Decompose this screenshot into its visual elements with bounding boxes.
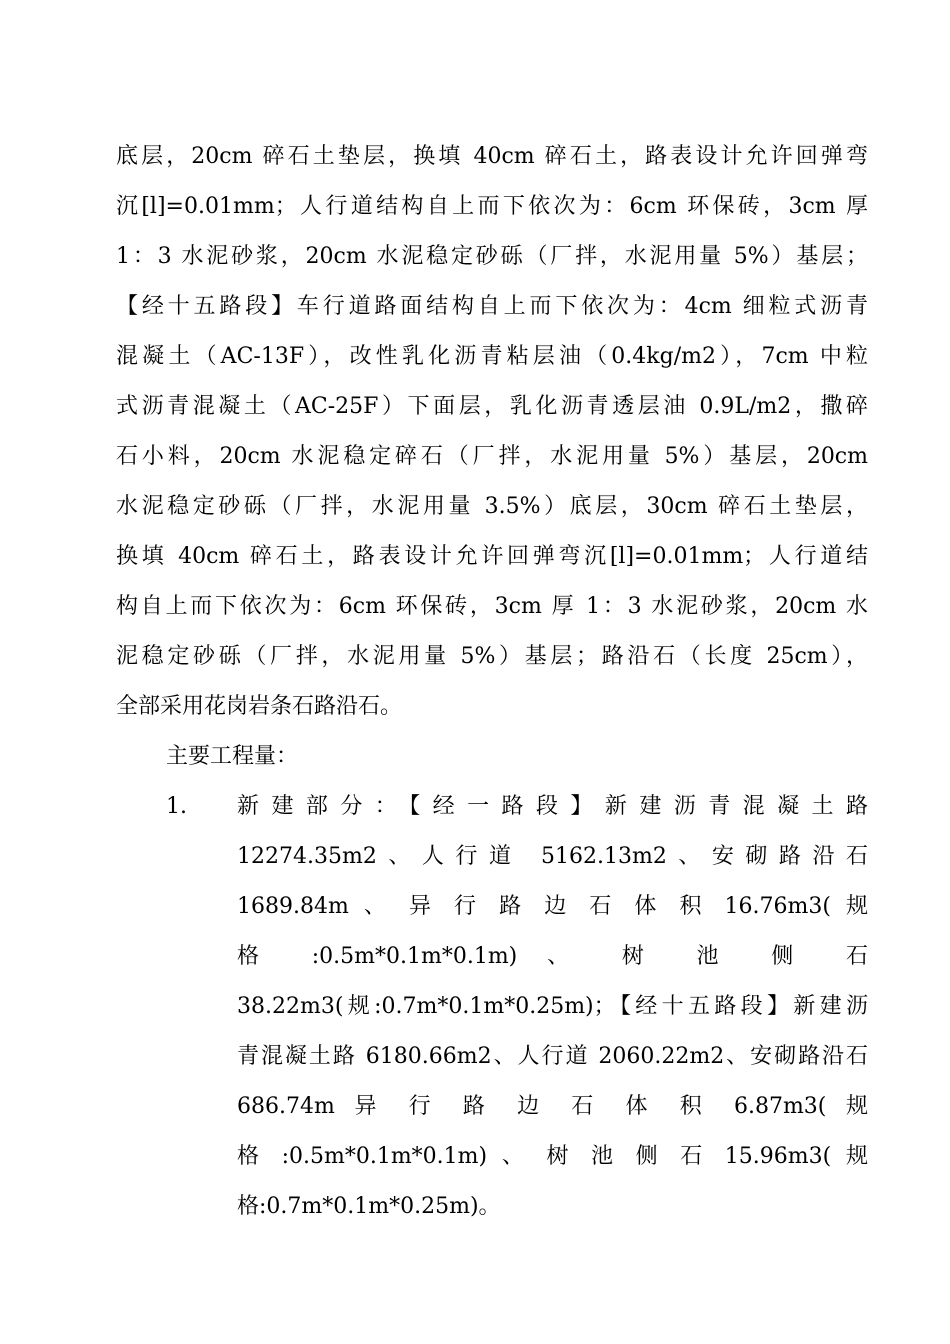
paragraph-line: 泥稳定砂砾（厂拌，水泥用量 5%）基层；路沿石（长度 25cm）， <box>116 644 868 669</box>
paragraph-line: 水泥稳定砂砾（厂拌，水泥用量 3.5%）底层，30cm 碎石土垫层， <box>116 494 868 519</box>
paragraph-line: 底层，20cm 碎石土垫层，换填 40cm 碎石土，路表设计允许回弹弯 <box>116 144 868 169</box>
list-item-line: 格 :0.5m*0.1m*0.1m) 、 树 池 侧 石 <box>237 944 868 969</box>
list-item-line: 1689.84m 、 异 行 路 边 石 体 积 16.76m3( 规 <box>237 894 868 919</box>
paragraph-line: 构自上而下依次为：6cm 环保砖，3cm 厚 1：3 水泥砂浆，20cm 水 <box>116 594 868 619</box>
list-item-line: 686.74m 异 行 路 边 石 体 积 6.87m3( 规 <box>237 1094 868 1119</box>
list-item-line: 格:0.7m*0.1m*0.25m)。 <box>237 1194 501 1219</box>
paragraph-line: 【经十五路段】车行道路面结构自上而下依次为：4cm 细粒式沥青 <box>116 294 868 319</box>
list-item-line: 38.22m3(规:0.7m*0.1m*0.25m)；【经十五路段】新建沥 <box>237 994 868 1019</box>
list-item-line: 青混凝土路 6180.66m2、人行道 2060.22m2、安砌路沿石 <box>237 1044 868 1069</box>
paragraph-line: 混凝土（AC-13F），改性乳化沥青粘层油（0.4kg/m2），7cm 中粒 <box>116 344 868 369</box>
paragraph-line: 沉[l]=0.01mm；人行道结构自上而下依次为：6cm 环保砖，3cm 厚 <box>116 194 868 219</box>
section-heading: 主要工程量： <box>166 744 299 769</box>
list-item-line: 格 :0.5m*0.1m*0.1m) 、 树 池 侧 石 15.96m3( 规 <box>237 1144 868 1169</box>
paragraph-line: 全部采用花岗岩条石路沿石。 <box>116 694 403 719</box>
list-item-number: 1. <box>166 794 187 819</box>
list-item-line: 新建部分：【经一路段】新建沥青混凝土路 <box>237 794 868 819</box>
paragraph-line: 1：3 水泥砂浆，20cm 水泥稳定砂砾（厂拌，水泥用量 5%）基层； <box>116 244 868 269</box>
paragraph-line: 换填 40cm 碎石土，路表设计允许回弹弯沉[l]=0.01mm；人行道结 <box>116 544 868 569</box>
paragraph-line: 石小料，20cm 水泥稳定碎石（厂拌，水泥用量 5%）基层，20cm <box>116 444 868 469</box>
list-item-line: 12274.35m2、人行道 5162.13m2、安砌路沿石 <box>237 844 868 869</box>
paragraph-line: 式沥青混凝土（AC-25F）下面层，乳化沥青透层油 0.9L/m2，撒碎 <box>116 394 868 419</box>
